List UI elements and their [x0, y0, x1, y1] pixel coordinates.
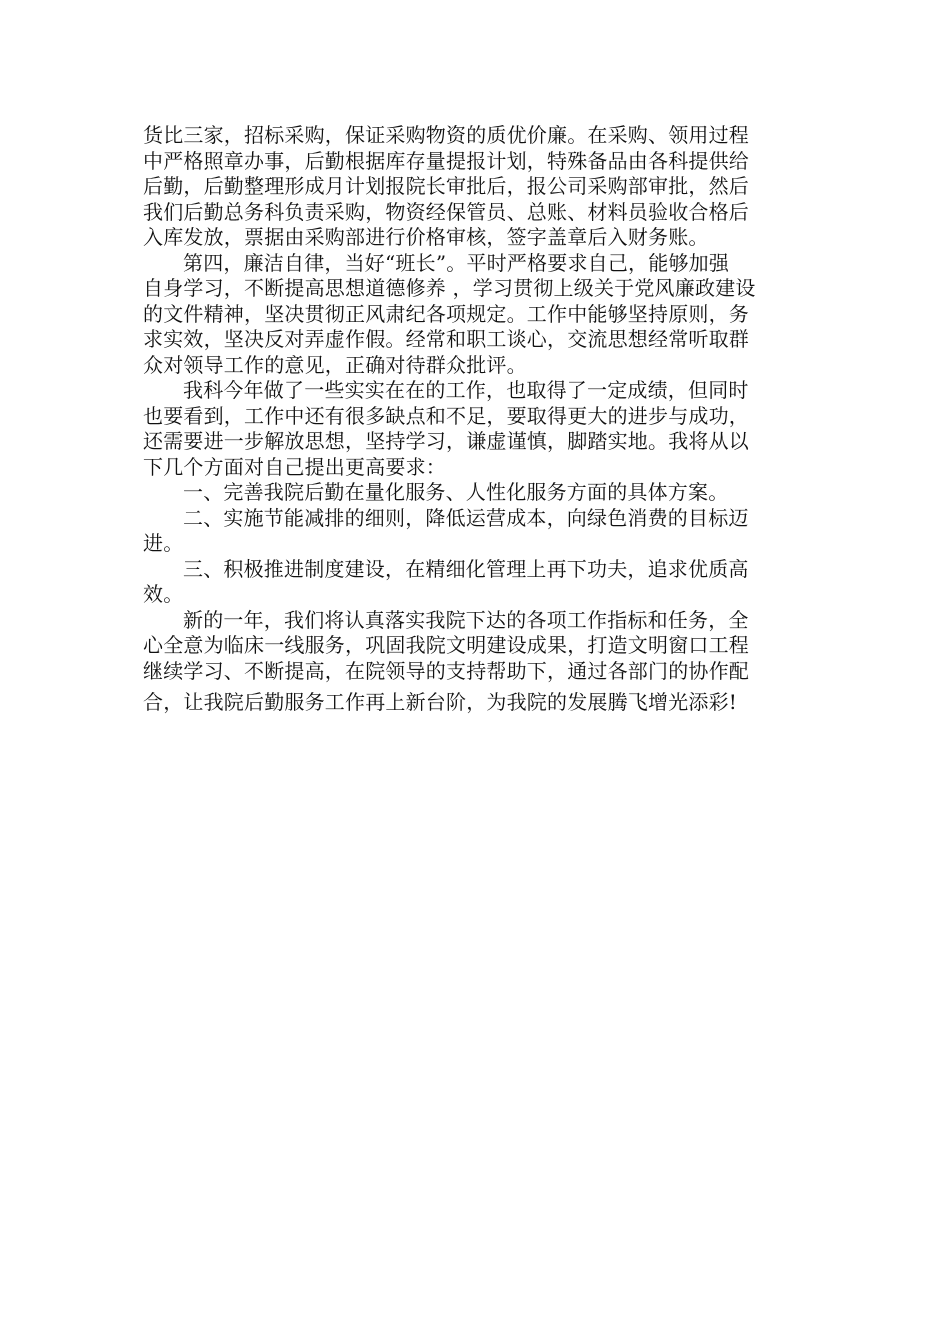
text-line: 我科今年做了一些实实在在的工作，也取得了一定成绩，但同时: [183, 378, 749, 402]
text-line: 效。: [143, 582, 184, 606]
paragraph-summary-requirements: [143, 378, 807, 480]
text-line: 的文件精神，坚决贯彻正风肃纪各项规定。工作中能够坚持原则，务: [143, 301, 749, 326]
text-line: 新的一年，我们将认真落实我院下达的各项工作指标和任务，全: [183, 607, 749, 632]
text-line: 众对领导工作的意见，正确对待群众批评。: [143, 352, 527, 377]
text-line: 心全意为临床一线服务，巩固我院文明建设成果，打造文明窗口工程: [143, 633, 749, 657]
text-line: 三、积极推进制度建设，在精细化管理上再下功夫，追求优质高: [183, 556, 749, 581]
paragraph-item-one: [143, 480, 807, 506]
document-body: [143, 123, 807, 716]
text-line: 还需要进一步解放思想，坚持学习，谦虚谨慎，脚踏实地。我将从以: [143, 429, 749, 453]
text-line: 下几个方面对自己提出更高要求：: [143, 454, 446, 479]
paragraph-procurement-continued: [143, 123, 807, 251]
text-line: 后勤，后勤整理形成月计划报院长审批后，报公司采购部审批，然后: [143, 174, 749, 198]
text-line: 继续学习、不断提高，在院领导的支持帮助下，通过各部门的协作配: [143, 658, 749, 683]
paragraph-item-two: [143, 506, 807, 557]
paragraph-item-three: [143, 557, 807, 608]
text-line: 货比三家，招标采购，保证采购物资的质优价廉。在采购、领用过程: [143, 123, 749, 147]
text-line: 第四，廉洁自律，当好“班长”。平时严格要求自己，能够加强: [183, 250, 730, 275]
text-line: 入库发放，票据由采购部进行价格审核，签字盖章后入财务账。: [143, 225, 709, 249]
text-line: 合，让我院后勤服务工作再上新台阶，为我院的发展腾飞增光添彩!: [143, 690, 738, 714]
text-line: 进。: [143, 531, 184, 555]
paragraph-fourth-integrity: [143, 251, 807, 379]
text-line: 我们后勤总务科负责采购，物资经保管员、总账、材料员验收合格后: [143, 199, 749, 224]
text-line: 一、完善我院后勤在量化服务、人性化服务方面的具体方案。: [183, 480, 729, 504]
text-line: 自身学习，不断提高思想道德修养 ，学习贯彻上级关于党风廉政建设: [143, 276, 756, 300]
text-line: 二、实施节能减排的细则，降低运营成本，向绿色消费的目标迈: [183, 505, 749, 530]
text-line: 中严格照章办事，后勤根据库存量提报计划，特殊备品由各科提供给: [143, 148, 749, 173]
text-line: 也要看到，工作中还有很多缺点和不足，要取得更大的进步与成功，: [143, 403, 749, 428]
paragraph-new-year: [143, 608, 807, 716]
text-line: 求实效，坚决反对弄虚作假。经常和职工谈心，交流思想经常听取群: [143, 327, 749, 351]
